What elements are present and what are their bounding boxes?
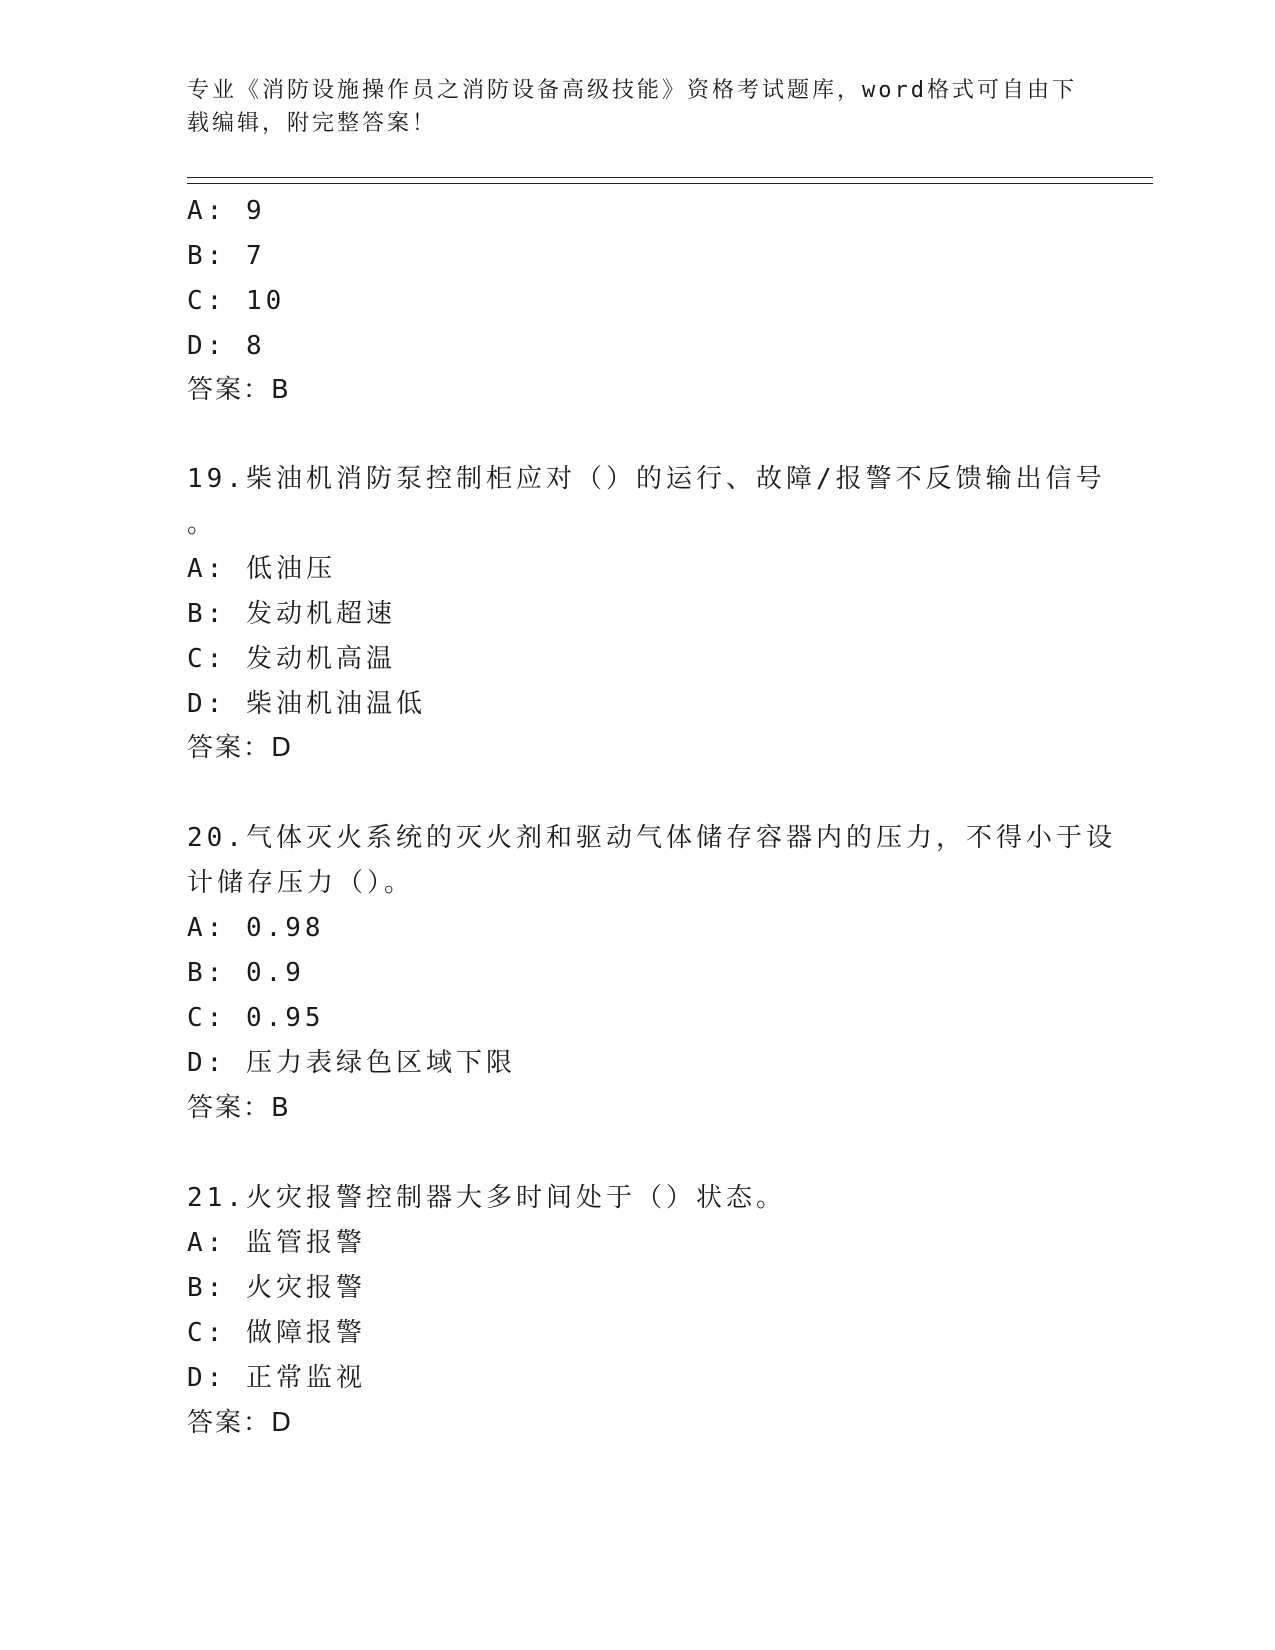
q19-option-b: B: 发动机超速 [187, 599, 396, 629]
q18-option-b: B: 7 [187, 241, 266, 271]
header-line-1: 专业《消防设施操作员之消防设备高级技能》资格考试题库，word格式可自由下 [187, 78, 1077, 103]
q20-option-b: B: 0.9 [187, 958, 305, 988]
q21-option-a: A: 监管报警 [187, 1228, 366, 1258]
q19-answer: 答案：D [187, 733, 294, 763]
q19-option-a: A: 低油压 [187, 554, 336, 584]
header-rule-top [187, 177, 1153, 178]
q20-stem-line-2: 计储存压力（）。 [187, 868, 415, 898]
q21-stem-line-1: 21.火灾报警控制器大多时间处于（）状态。 [187, 1183, 786, 1213]
q19-option-c: C: 发动机高温 [187, 644, 396, 674]
q21-answer: 答案：D [187, 1408, 294, 1438]
q20-option-a: A: 0.98 [187, 913, 325, 943]
q20-answer: 答案：B [187, 1093, 291, 1123]
header-line-2: 载编辑，附完整答案！ [187, 111, 438, 136]
q18-option-a: A: 9 [187, 196, 266, 226]
q19-option-d: D: 柴油机油温低 [187, 689, 426, 719]
header-rule-bottom [187, 183, 1153, 184]
q18-option-d: D: 8 [187, 331, 266, 361]
q19-stem-line-2: 。 [187, 509, 218, 539]
q21-option-b: B: 火灾报警 [187, 1273, 366, 1303]
q18-answer: 答案：B [187, 375, 291, 405]
q20-option-d: D: 压力表绿色区域下限 [187, 1048, 516, 1078]
q20-option-c: C: 0.95 [187, 1003, 325, 1033]
q21-option-d: D: 正常监视 [187, 1363, 366, 1393]
q19-stem-line-1: 19.柴油机消防泵控制柜应对（）的运行、故障/报警不反馈输出信号 [187, 464, 1106, 494]
q18-option-c: C: 10 [187, 286, 286, 316]
q20-stem-line-1: 20.气体灭火系统的灭火剂和驱动气体储存容器内的压力，不得小于设 [187, 823, 1116, 853]
q21-option-c: C: 做障报警 [187, 1318, 366, 1348]
